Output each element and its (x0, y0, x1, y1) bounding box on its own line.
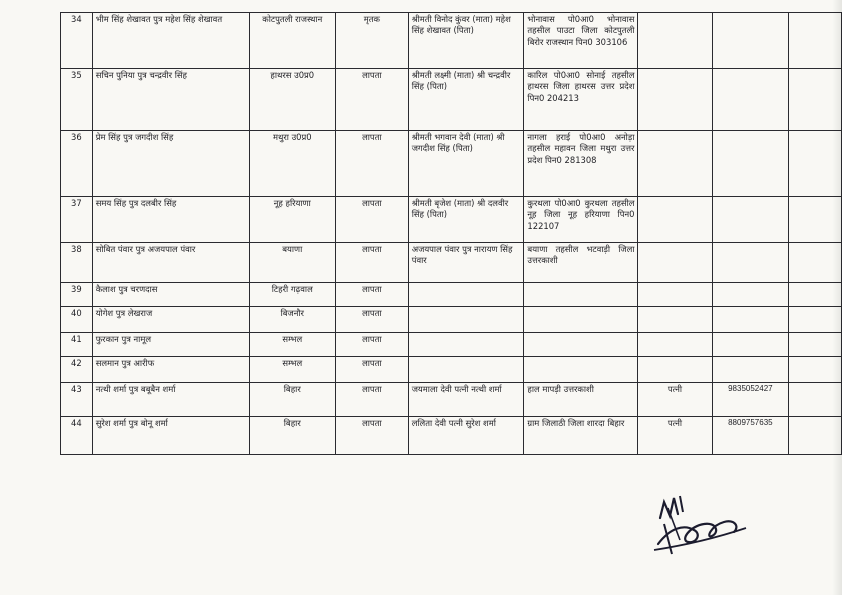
table-row (61, 197, 842, 243)
serial-number-cell: 43 (61, 383, 93, 417)
serial-number-cell: 41 (61, 333, 93, 357)
place-cell: कोटपुतली राजस्थान (249, 13, 335, 69)
parent-details-cell: जयमाला देवी पत्नी नत्थी शर्मा (408, 383, 524, 417)
phone-number-cell (712, 283, 789, 307)
parent-details-cell (408, 333, 524, 357)
person-name-cell: सोबित पंवार पुत्र अजयपाल पंवार (92, 243, 249, 283)
serial-number-cell: 42 (61, 357, 93, 383)
address-cell: नागला हराई पो0आ0 अनोड़ा तहसील महावन जिला मथुरा उत्तर प्रदेश पिन0 281308 (524, 131, 638, 197)
address-cell (524, 333, 638, 357)
parent-details-cell (408, 357, 524, 383)
status-cell: लापता (335, 283, 408, 307)
place-cell: मथुरा उ0प्र0 (249, 131, 335, 197)
person-name-cell: सलमान पुत्र आरीफ (92, 357, 249, 383)
status-cell: लापता (335, 417, 408, 455)
table-row (61, 357, 842, 383)
place-cell: बिजनौर (249, 307, 335, 333)
phone-number-cell (712, 13, 789, 69)
phone-number-cell: 9835052427 (712, 383, 789, 417)
address-cell (524, 357, 638, 383)
place-cell: बयाणा (249, 243, 335, 283)
person-name-cell: नत्थी शर्मा पुत्र बबूबैन शर्मा (92, 383, 249, 417)
serial-number-cell: 35 (61, 69, 93, 131)
table-row (61, 307, 842, 333)
serial-number-cell: 38 (61, 243, 93, 283)
parent-details-cell: श्रीमती लक्ष्मी (माता) श्री चन्द्रवीर सिंह (पिता) (408, 69, 524, 131)
phone-number-cell: 8809757635 (712, 417, 789, 455)
phone-number-cell (712, 197, 789, 243)
place-cell: सम्भल (249, 333, 335, 357)
table-row (61, 283, 842, 307)
page-edge-shadow (832, 0, 842, 595)
parent-details-cell: श्रीमती बृजेश (माता) श्री दलवीर सिंह (पिता) (408, 197, 524, 243)
relation-cell (638, 243, 712, 283)
serial-number-cell: 34 (61, 13, 93, 69)
person-name-cell: प्रेम सिंह पुत्र जगदीश सिंह (92, 131, 249, 197)
table-row (61, 333, 842, 357)
place-cell: नूह हरियाणा (249, 197, 335, 243)
place-cell: हाथरस उ0प्र0 (249, 69, 335, 131)
place-cell: बिहार (249, 383, 335, 417)
relation-cell (638, 307, 712, 333)
phone-number-cell (712, 357, 789, 383)
parent-details-cell (408, 307, 524, 333)
person-name-cell: योगेश पुत्र लेखराज (92, 307, 249, 333)
person-name-cell: समय सिंह पुत्र दलबीर सिंह (92, 197, 249, 243)
phone-number-cell (712, 69, 789, 131)
address-cell: बयाणा तहसील भटवाड़ी जिला उत्तरकाशी (524, 243, 638, 283)
status-cell: लापता (335, 197, 408, 243)
relation-cell (638, 13, 712, 69)
status-cell: लापता (335, 69, 408, 131)
parent-details-cell: श्रीमती भगवान देवी (माता) श्री जगदीश सिंह (पिता) (408, 131, 524, 197)
person-name-cell: फुरकान पुत्र नामूल (92, 333, 249, 357)
table-row (61, 417, 842, 455)
relation-cell (638, 69, 712, 131)
relation-cell (638, 283, 712, 307)
serial-number-cell: 37 (61, 197, 93, 243)
status-cell: लापता (335, 333, 408, 357)
missing-persons-table (60, 12, 842, 455)
table-row (61, 383, 842, 417)
relation-cell (638, 197, 712, 243)
place-cell: सम्भल (249, 357, 335, 383)
address-cell: भोनावास पो0आ0 भोनावास तहसील पाउटा जिला कोटपुतली बिरोर राजस्थान पिन0 303106 (524, 13, 638, 69)
person-name-cell: भीम सिंह शेखावत पुत्र महेश सिंह शेखावत (92, 13, 249, 69)
person-name-cell: सचिन पुनिया पुत्र चन्द्रवीर सिंह (92, 69, 249, 131)
status-cell: मृतक (335, 13, 408, 69)
address-cell (524, 283, 638, 307)
table-row (61, 13, 842, 69)
phone-number-cell (712, 131, 789, 197)
table-row (61, 69, 842, 131)
parent-details-cell: श्रीमती विनोद कुंवर (माता) महेश सिंह शेखावत (पिता) (408, 13, 524, 69)
address-cell: कुरथला पो0आ0 कुरथला तहसील नूह जिला नूह हरियाणा पिन0 122107 (524, 197, 638, 243)
address-cell (524, 307, 638, 333)
serial-number-cell: 36 (61, 131, 93, 197)
person-name-cell: सुरेश शर्मा पुत्र बोनू शर्मा (92, 417, 249, 455)
phone-number-cell (712, 333, 789, 357)
serial-number-cell: 40 (61, 307, 93, 333)
person-name-cell: कैलाश पुत्र चरणदास (92, 283, 249, 307)
status-cell: लापता (335, 357, 408, 383)
status-cell: लापता (335, 307, 408, 333)
address-cell: हाल मापड़ी उत्तरकाशी (524, 383, 638, 417)
handwritten-signature (650, 488, 750, 560)
relation-cell (638, 131, 712, 197)
phone-number-cell (712, 307, 789, 333)
table-row (61, 131, 842, 197)
relation-cell (638, 333, 712, 357)
parent-details-cell: अजयपाल पंवार पुत्र नारायण सिंह पंवार (408, 243, 524, 283)
table-row (61, 243, 842, 283)
phone-number-cell (712, 243, 789, 283)
address-cell: ग्राम जिलाठी जिला शारदा बिहार (524, 417, 638, 455)
status-cell: लापता (335, 243, 408, 283)
relation-cell: पत्नी (638, 417, 712, 455)
status-cell: लापता (335, 383, 408, 417)
serial-number-cell: 44 (61, 417, 93, 455)
parent-details-cell: ललिता देवी पत्नी सुरेश शर्मा (408, 417, 524, 455)
status-cell: लापता (335, 131, 408, 197)
serial-number-cell: 39 (61, 283, 93, 307)
place-cell: बिहार (249, 417, 335, 455)
place-cell: टिहरी गढ़वाल (249, 283, 335, 307)
address-cell: कारिल पो0आ0 सोनाई तहसील हाथरस जिला हाथरस उत्तर प्रदेश पिन0 204213 (524, 69, 638, 131)
parent-details-cell (408, 283, 524, 307)
table-body (61, 13, 842, 455)
relation-cell: पत्नी (638, 383, 712, 417)
relation-cell (638, 357, 712, 383)
